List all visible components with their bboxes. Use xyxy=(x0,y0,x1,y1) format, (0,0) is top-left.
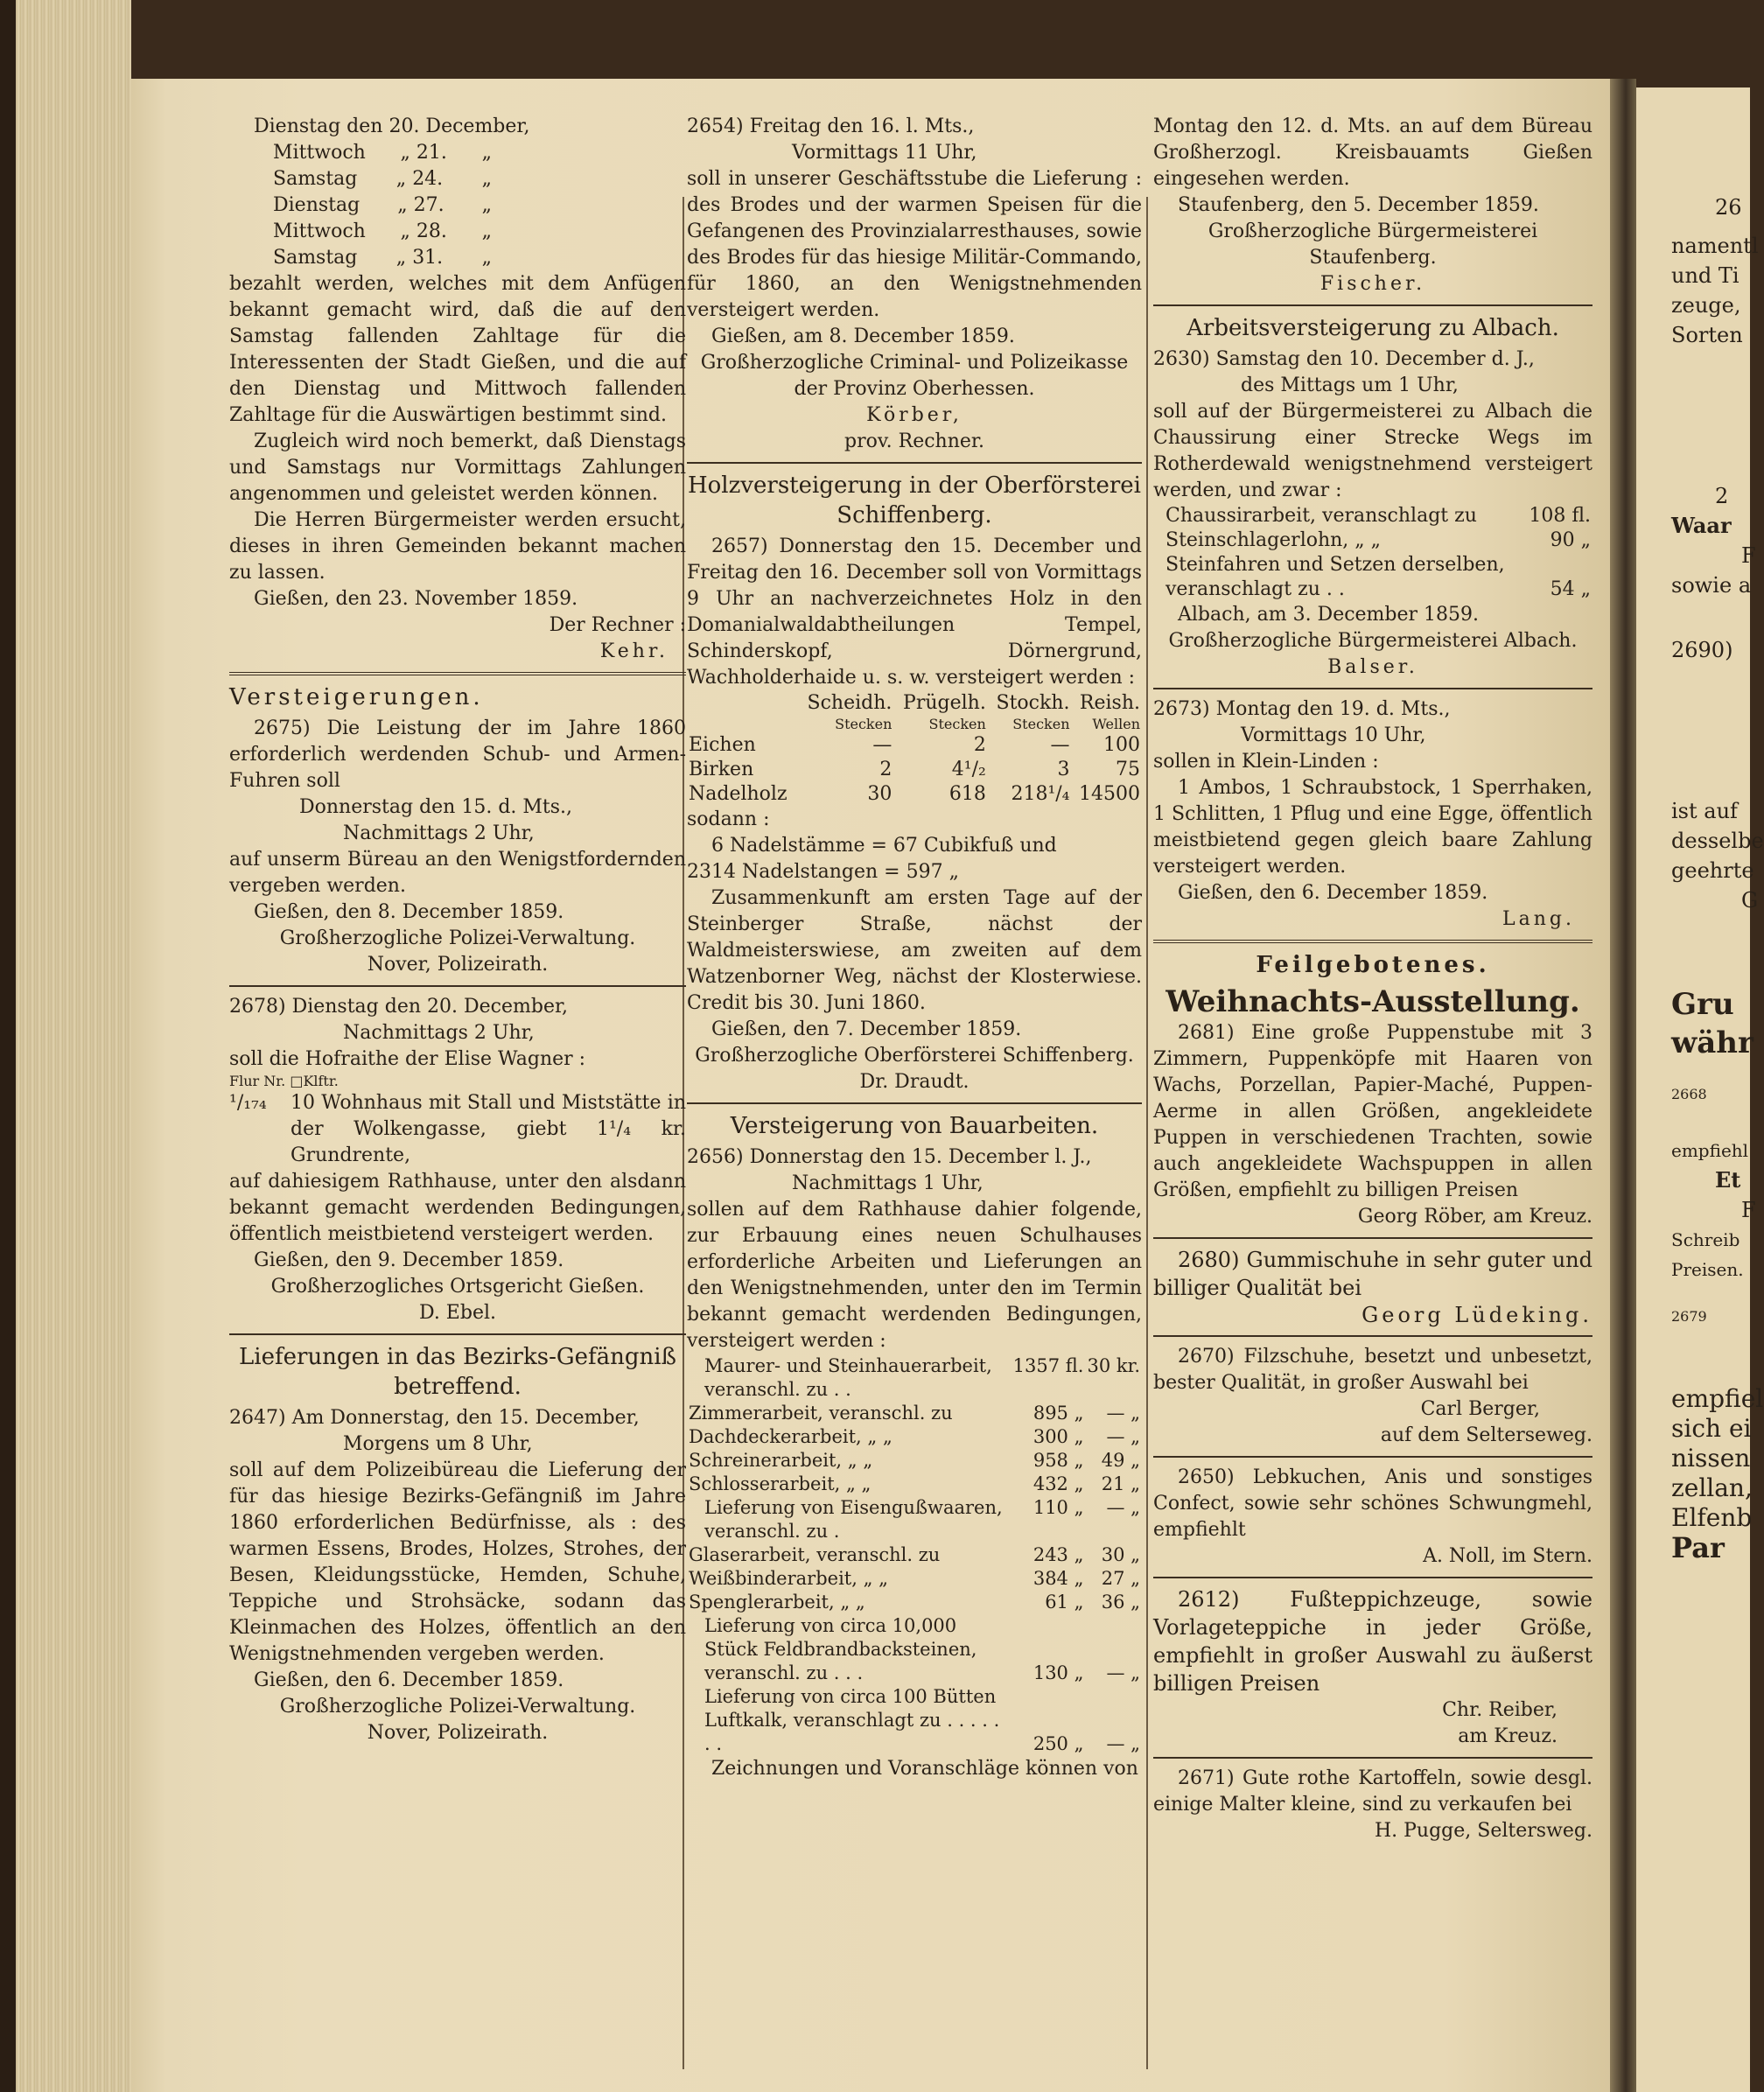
fragment-text: empfiel xyxy=(1671,1384,1764,1413)
fragment-text: Et xyxy=(1715,1167,1741,1193)
notice-paragraph: soll in unserer Geschäftsstube die Lieferung : des Brodes und der warmen Speisen für die Gefangenen des Provinzialarresthauses, sowie des Brodes für das hiesige Militär-Commando, für 1860, an den Wenigstnehmenden versteigert werden. xyxy=(687,168,1142,321)
fragment-text: Elfenb xyxy=(1671,1503,1753,1532)
section-heading: Versteigerungen. xyxy=(229,684,484,710)
notice-line: 2656) Donnerstag den 15. December l. J., xyxy=(687,1146,1092,1168)
divider xyxy=(1153,1456,1592,1458)
fragment-text: 2690) xyxy=(1671,638,1733,662)
signature: Kehr. xyxy=(599,640,668,662)
table-row: Steinfahren und Setzen derselben, veranschlagt zu . . 54 „ xyxy=(1166,554,1591,600)
notice-paragraph: 1 Ambos, 1 Schraubstock, 1 Sperrhaken, 1 Schlitten, 1 Pflug und eine Egge, öffentlich meistbietend gegen gleich baare Zahlung versteigert werden. xyxy=(1153,777,1592,878)
notice-paragraph: auf dahiesigem Rathhause, unter den alsdann bekannt gemacht werdenden Bedingungen, öffentlich meistbietend versteigert werden. xyxy=(229,1171,686,1245)
divider xyxy=(1153,1237,1592,1239)
notice-heading: Arbeitsversteigerung zu Albach. xyxy=(1186,315,1559,341)
fragment-text: empfiehl xyxy=(1671,1140,1749,1161)
notice-line: 2678) Dienstag den 20. December, xyxy=(229,996,569,1018)
table-row: Glaserarbeit, veranschl. zu 243 „ 30 „ xyxy=(689,1544,1140,1565)
notice-date: Staufenberg, den 5. December 1859. xyxy=(1178,194,1539,216)
fragment-text: nissen xyxy=(1671,1444,1751,1473)
fragment-text: Preisen. xyxy=(1671,1259,1744,1280)
notice-date: Gießen, den 7. December 1859. xyxy=(711,1018,1022,1040)
signature: Georg Lüdeking. xyxy=(1362,1303,1592,1327)
notice-paragraph: sollen auf dem Rathhause dahier folgende, zur Erbauung eines neuen Schulhauses erforderliche Arbeiten und Lieferungen an den Wenigstnehmenden, unter den im Termin bekannt gemacht werdenden Bedingungen, versteigert werden : xyxy=(687,1199,1142,1352)
column-3 xyxy=(1153,114,1592,1844)
fragment-text: Waar xyxy=(1671,513,1732,538)
table-row: Spenglerarbeit, „ „ 61 „ 36 „ xyxy=(689,1592,1140,1613)
notice-date: Gießen, den 23. November 1859. xyxy=(254,588,578,610)
divider xyxy=(229,672,686,675)
column-2 xyxy=(687,114,1142,1782)
notice-line: Nachmittags 1 Uhr, xyxy=(792,1172,984,1194)
signature: Großherzogliche Bürgermeisterei Albach. xyxy=(1168,630,1578,652)
fragment-text: zellan, xyxy=(1671,1473,1753,1502)
fragment-text: Sorten xyxy=(1671,323,1743,347)
signature: Balser. xyxy=(1327,656,1418,678)
schedule-row: Dienstag „ 27. „ xyxy=(273,194,492,216)
property-item xyxy=(229,1090,686,1169)
notice-heading: Versteigerung von Bauarbeiten. xyxy=(730,1113,1099,1139)
table-row: Schlosserarbeit, „ „ 432 „ 21 „ xyxy=(689,1473,1140,1494)
notice-line: 2647) Am Donnerstag, den 15. December, xyxy=(229,1407,640,1429)
divider xyxy=(1153,1757,1592,1759)
signature: Fischer. xyxy=(1320,273,1426,295)
notice-line: Vormittags 11 Uhr, xyxy=(792,142,977,164)
notice-paragraph: Zusammenkunft am ersten Tage auf der Steinberger Straße, nächst der Waldmeisterswiese, am zweiten auf dem Watzenborner Weg, nächst der Klosterwiese. Credit bis 30. Juni 1860. xyxy=(687,887,1142,1014)
divider xyxy=(229,985,686,987)
property-description: 10 Wohnhaus mit Stall und Miststätte in der Wolkengasse, giebt 1¹/₄ kr. Grundrente, xyxy=(290,1092,686,1166)
notice-date: Albach, am 3. December 1859. xyxy=(1178,604,1480,626)
notice-date: Gießen, den 8. December 1859. xyxy=(254,901,564,923)
fragment-text: G xyxy=(1741,888,1759,913)
fragment-text: 2 xyxy=(1715,484,1729,508)
schedule-intro: Dienstag den 20. December, xyxy=(254,115,530,137)
schedule-row: Mittwoch „ 28. „ xyxy=(273,220,492,242)
divider xyxy=(229,1333,686,1335)
advertisement: 2680) Gummischuhe in sehr guter und billiger Qualität bei xyxy=(1153,1248,1592,1300)
fragment-text: desselbe xyxy=(1671,829,1764,853)
signature: Chr. Reiber, xyxy=(1442,1699,1558,1721)
signature: Körber, xyxy=(866,404,962,426)
table-row: Eichen — 2 — 100 xyxy=(689,734,1140,756)
notice-paragraph: 2657) Donnerstag den 15. December und Freitag den 16. December soll von Vormittags 9 Uhr an nachverzeichnetes Holz in den Domanialwaldabtheilungen Tempel, Schinderskopf, Dörnergrund, Wachholderhaide u. s. w. versteigert werden : xyxy=(687,535,1142,689)
payment-schedule xyxy=(229,140,492,271)
notice-paragraph: Zugleich wird noch bemerkt, daß Dienstags und Samstags nur Vormittags Zahlungen angenommen und geleistet werden können. xyxy=(229,430,686,505)
fragment-text: namentl xyxy=(1671,234,1759,258)
fragment-text: zeuge, xyxy=(1671,293,1741,318)
signature: auf dem Selterseweg. xyxy=(1380,1424,1592,1446)
works-table xyxy=(687,1354,1142,1756)
table-row: Weißbinderarbeit, „ „ 384 „ 27 „ xyxy=(689,1568,1140,1589)
schedule-row: Samstag „ 31. „ xyxy=(273,247,492,269)
road-works-table xyxy=(1153,504,1592,602)
divider xyxy=(687,1102,1142,1104)
notice-line: Zeichnungen und Voranschläge können von xyxy=(711,1758,1138,1780)
notice-line: 2654) Freitag den 16. l. Mts., xyxy=(687,115,975,137)
fragment-text: sich ei xyxy=(1671,1414,1752,1443)
signature: Carl Berger, xyxy=(1420,1398,1540,1420)
fragment-text: 26 xyxy=(1715,195,1742,220)
notice-paragraph: soll auf dem Polizeibüreau die Lieferung der für das hiesige Bezirks-Gefängniß im Jahre 1860 erforderlichen Bedürfnisse, als : des warmen Essens, Brodes, Holzes, Strohes, der Besen, Kleidungsstücke, Hemden, Schuhe, Teppiche und Strohsäcke, sodann das Kleinmachen des Holzes, öffentlich an den Wenigstnehmenden vergeben werden. xyxy=(229,1459,686,1665)
wood-table xyxy=(687,691,1142,807)
book-page-edges xyxy=(0,0,131,2092)
divider xyxy=(1153,1335,1592,1337)
notice-line: Vormittags 10 Uhr, xyxy=(1241,724,1426,746)
section-heading: Feilgebotenes. xyxy=(1256,952,1490,978)
notice-line: 2314 Nadelstangen = 597 „ xyxy=(687,861,959,883)
schedule-row: Samstag „ 24. „ xyxy=(273,168,492,190)
signature: Nover, Polizeirath. xyxy=(367,954,549,976)
signature: Großherzogliche Oberförsterei Schiffenberg. xyxy=(695,1045,1134,1067)
table-row: Chaussirarbeit, veranschlagt zu 108 fl. xyxy=(1166,505,1591,527)
divider xyxy=(1153,304,1592,306)
fragment-text: F xyxy=(1741,1198,1756,1222)
plot-number: ¹/₁₇₄ xyxy=(229,1092,267,1114)
notice-line: Donnerstag den 15. d. Mts., xyxy=(299,796,573,818)
notice-heading: Holzversteigerung in der Oberförsterei Schiffenberg. xyxy=(687,472,1142,528)
notice-paragraph: auf unserm Büreau an den Wenigstfordernden vergeben werden. xyxy=(229,849,686,897)
notice-line: soll die Hofraithe der Elise Wagner : xyxy=(229,1048,586,1070)
advertisement: 2670) Filzschuhe, besetzt und unbesetzt, bester Qualität, in großer Auswahl bei xyxy=(1153,1346,1592,1394)
signature: am Kreuz. xyxy=(1458,1725,1558,1747)
fragment-text: und Ti xyxy=(1671,263,1740,288)
book-spine xyxy=(0,0,16,2092)
table-row: Steinschlagerlohn, „ „ 90 „ xyxy=(1166,529,1591,551)
fragment-text: Gru xyxy=(1671,987,1734,1022)
signature: Großherzogliche Polizei-Verwaltung. xyxy=(279,1696,636,1718)
table-row: Lieferung von Eisengußwaaren, veranschl. zu . 110 „ — „ xyxy=(704,1497,1140,1542)
notice-line: sodann : xyxy=(687,808,770,830)
table-row: Dachdeckerarbeit, „ „ 300 „ — „ xyxy=(689,1426,1140,1447)
divider xyxy=(1153,688,1592,689)
fragment-text: F xyxy=(1741,543,1756,568)
divider xyxy=(687,462,1142,464)
schedule-row: Mittwoch „ 21. „ xyxy=(273,142,492,164)
signature: D. Ebel. xyxy=(418,1302,497,1324)
notice-line: Nachmittags 2 Uhr, xyxy=(343,822,535,844)
table-units-row: Stecken Stecken Stecken Wellen xyxy=(835,716,1140,732)
notice-date: Gießen, den 9. December 1859. xyxy=(254,1249,564,1271)
signature: Großherzogliche Bürgermeisterei Staufenberg. xyxy=(1208,220,1538,269)
signature: Nover, Polizeirath. xyxy=(367,1722,549,1744)
notice-line: des Mittags um 1 Uhr, xyxy=(1241,374,1459,396)
notice-date: Gießen, den 6. December 1859. xyxy=(254,1669,564,1691)
book-gutter xyxy=(1610,79,1636,2092)
table-header-row: Scheidh. Prügelh. Stockh. Reish. xyxy=(807,692,1140,714)
fragment-text: währ xyxy=(1671,1025,1754,1060)
table-row: Lieferung von circa 100 Bütten Luftkalk, veranschlagt zu . . . . . . . 250 „ — „ xyxy=(704,1686,1140,1754)
signature: H. Pugge, Seltersweg. xyxy=(1374,1820,1592,1842)
fragment-text: sowie a xyxy=(1671,573,1752,598)
table-row: Birken 2 4¹/₂ 3 75 xyxy=(689,759,1140,780)
fragment-text: Par xyxy=(1671,1531,1725,1564)
fragment-text: geehrte xyxy=(1671,858,1754,883)
notice-line: 6 Nadelstämme = 67 Cubikfuß und xyxy=(711,835,1057,857)
signature: Lang. xyxy=(1502,908,1575,930)
notice-line: 2673) Montag den 19. d. Mts., xyxy=(1153,698,1451,720)
signature: Dr. Draudt. xyxy=(859,1071,970,1093)
notice-paragraph: Die Herren Bürgermeister werden ersucht, dieses in ihren Gemeinden bekannt machen zu lassen. xyxy=(229,509,686,584)
signature: Großherzogliche Criminal- und Polizeikasse der Provinz Oberhessen. xyxy=(700,352,1129,400)
notice-line: sollen in Klein-Linden : xyxy=(1153,751,1379,773)
notice-heading: Lieferungen in das Bezirks-Gefängniß betreffend. xyxy=(239,1344,676,1400)
notice-paragraph: 2675) Die Leistung der im Jahre 1860 erforderlich werdenden Schub- und Armen-Fuhren soll xyxy=(229,717,686,792)
signature: prov. Rechner. xyxy=(844,430,984,452)
table-header: Flur Nr. □Klftr. xyxy=(229,1073,339,1089)
display-heading: Weihnachts-Ausstellung. xyxy=(1166,984,1580,1019)
signature: Der Rechner : xyxy=(549,614,686,636)
notice-line: 2630) Samstag den 10. December d. J., xyxy=(1153,348,1535,370)
next-page-fragment xyxy=(1636,87,1764,2092)
table-row: Zimmerarbeit, veranschl. zu 895 „ — „ xyxy=(689,1403,1140,1424)
table-row: Schreinerarbeit, „ „ 958 „ 49 „ xyxy=(689,1450,1140,1471)
divider xyxy=(1153,1577,1592,1578)
notice-date: Gießen, den 6. December 1859. xyxy=(1178,882,1488,904)
signature: Georg Röber, am Kreuz. xyxy=(1357,1206,1592,1228)
column-1 xyxy=(229,114,686,1746)
table-row: Nadelholz 30 618 218¹/₄ 14500 xyxy=(689,783,1140,805)
advertisement: 2612) Fußteppichzeuge, sowie Vorlageteppiche in jeder Größe, empfiehlt in großer Auswahl zu äußerst billigen Preisen xyxy=(1153,1587,1592,1696)
table-row: Maurer- und Steinhauerarbeit, veranschl. zu . . 1357 fl. 30 kr. xyxy=(704,1355,1140,1400)
column-rule xyxy=(1146,197,1148,2069)
fragment-text: 2668 xyxy=(1671,1086,1707,1102)
signature: Großherzogliches Ortsgericht Gießen. xyxy=(270,1276,645,1298)
notice-line: Morgens um 8 Uhr, xyxy=(343,1433,533,1455)
notice-line: Nachmittags 2 Uhr, xyxy=(343,1022,535,1044)
signature: A. Noll, im Stern. xyxy=(1423,1545,1592,1567)
advertisement: 2681) Eine große Puppenstube mit 3 Zimmern, Puppenköpfe mit Haaren von Wachs, Porzellan, Papier-Maché, Puppen-Aerme in allen Größen, angekleidete Puppen in verschiedenen Trachten, sowie auch angekleidete Wachspuppen in allen Größen, empfiehlt zu billigen Preisen xyxy=(1153,1022,1592,1201)
advertisement: 2650) Lebkuchen, Anis und sonstiges Confect, sowie sehr schönes Schwungmehl, empfiehlt xyxy=(1153,1466,1592,1541)
divider xyxy=(1153,940,1592,943)
signature: Großherzogliche Polizei-Verwaltung. xyxy=(279,927,636,949)
notice-date: Gießen, am 8. December 1859. xyxy=(711,325,1015,347)
advertisement: 2671) Gute rothe Kartoffeln, sowie desgl. einige Malter kleine, sind zu verkaufen bei xyxy=(1153,1767,1592,1816)
fragment-text: 2679 xyxy=(1671,1308,1707,1325)
fragment-text: Schreib xyxy=(1671,1229,1740,1250)
table-row: Lieferung von circa 10,000 Stück Feldbrandbacksteinen, veranschl. zu . . . 130 „ — „ xyxy=(704,1615,1140,1683)
notice-paragraph: Montag den 12. d. Mts. an auf dem Büreau Großherzogl. Kreisbauamts Gießen eingesehen werden. xyxy=(1153,115,1592,190)
fragment-text: ist auf xyxy=(1671,799,1738,823)
notice-paragraph: bezahlt werden, welches mit dem Anfügen bekannt gemacht wird, daß die auf den Samstag fallenden Zahltage für die Interessenten der Stadt Gießen, und die auf den Dienstag und Mittwoch fallenden Zahltage für die Auswärtigen bestimmt sind. xyxy=(229,273,686,426)
notice-paragraph: soll auf der Bürgermeisterei zu Albach die Chaussirung einer Strecke Wegs im Rotherdewald wenigstnehmend versteigert werden, und zwar : xyxy=(1153,401,1592,501)
